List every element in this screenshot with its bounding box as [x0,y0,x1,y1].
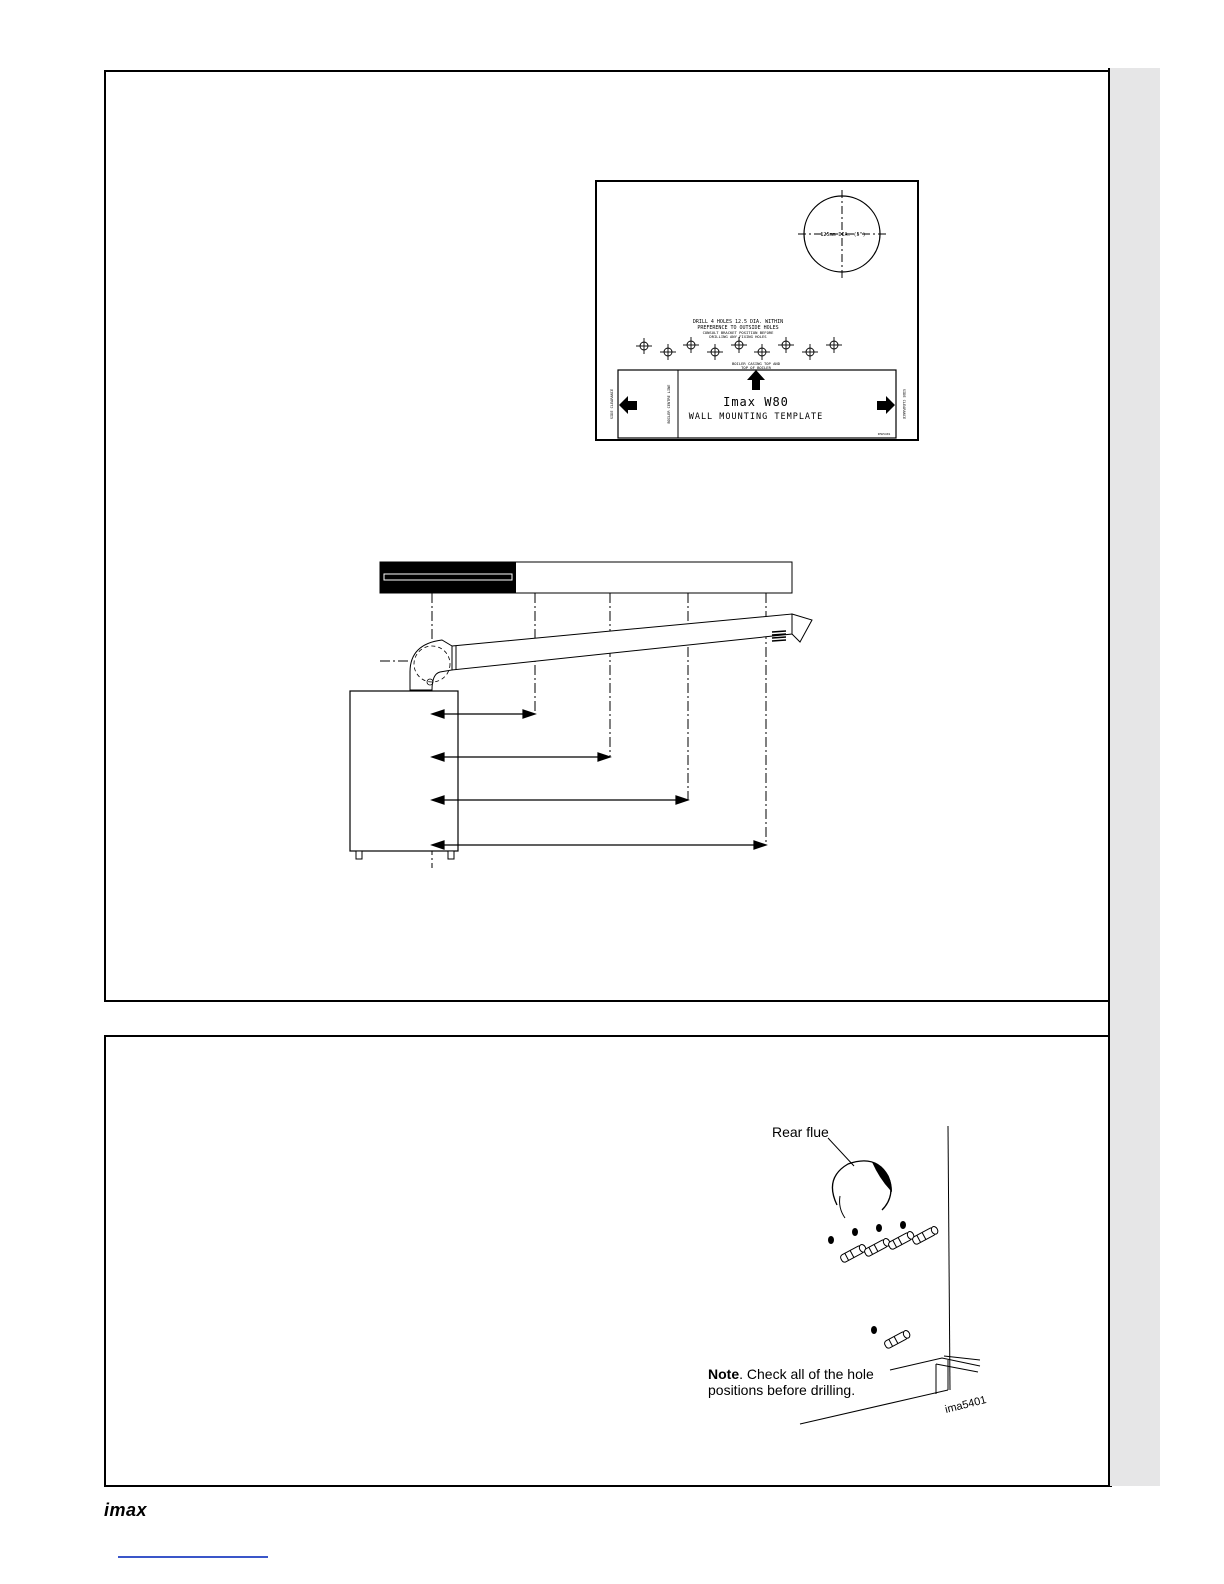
side-label-right: SIDE CLEARANCE [902,388,906,420]
rear-flue-leader [828,1138,854,1166]
footer-link[interactable] [118,1556,268,1558]
drill-instruction: PREFERENCE TO OUTSIDE HOLES [697,325,779,331]
flue-elevation-diagram [350,562,812,868]
flue-hole-label: 125mm DIA. (5") [820,232,866,238]
template-product: Imax W80 [723,395,789,409]
dimension-arrows [432,710,766,849]
drill-instruction: DRILLING ANY FIXING HOLES [709,334,767,339]
wall-section [380,562,516,593]
note-bold: Note [708,1366,740,1382]
rear-flue-label: Rear flue [772,1124,829,1140]
drill-instruction: CONSULT BRACKET POSITION BEFORE [702,330,774,335]
boiler-marker: TOP OF BOILER [741,365,771,370]
centre-label: BOILER CENTRE LINE [667,384,671,424]
wall-holes [828,1221,906,1334]
template-ref: IMA5401 [877,432,891,436]
boiler-marker: BOILER CASING TOP AND [731,361,781,366]
note-line-2: positions before drilling. [708,1382,856,1398]
wall-drilling-drawing [708,1124,988,1424]
side-label-left: SIDE CLEARANCE [610,388,614,420]
note-text: . Check all of the hole [739,1366,874,1382]
imax-logo: imax [104,1500,148,1520]
note-line-1 [708,1366,874,1382]
wall-plugs [840,1225,940,1349]
drawing-ref: ima5401 [943,1394,988,1416]
template-title: WALL MOUNTING TEMPLATE [688,412,824,422]
drill-instruction: DRILL 4 HOLES 12.5 DIA. WITHIN [692,319,784,325]
wall-mounting-template [596,181,918,440]
